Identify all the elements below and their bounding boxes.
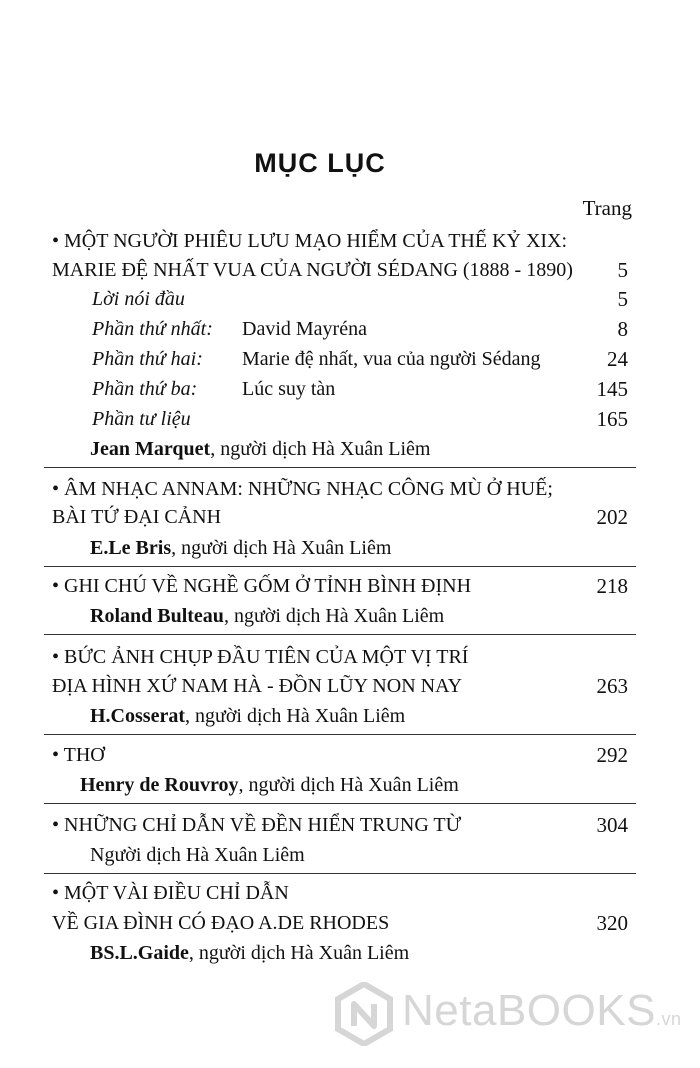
toc-entry-line <box>52 573 628 599</box>
subentry-label: Lời nói đầu <box>92 288 185 310</box>
author-name: Roland Bulteau <box>90 605 224 627</box>
entry-title: • NHỮNG CHỈ DẪN VỀ ĐỀN HIỂN TRUNG TỪ <box>52 814 462 836</box>
page-number: 292 <box>596 743 628 767</box>
toc-author <box>90 436 666 462</box>
entry-title: VỀ GIA ĐÌNH CÓ ĐẠO A.DE RHODES <box>52 912 390 934</box>
page-number: 202 <box>596 505 628 529</box>
entry-title: • BỨC ẢNH CHỤP ĐẦU TIÊN CỦA MỘT VỊ TRÍ <box>52 646 469 668</box>
subentry-title: David Mayréna <box>242 318 367 340</box>
page-number: 145 <box>596 377 628 401</box>
toc-author <box>80 772 656 798</box>
translator-credit: , người dịch Hà Xuân Liêm <box>238 774 459 796</box>
toc-entry-line <box>52 910 628 936</box>
subentry-label: Phần thứ hai: <box>92 348 203 370</box>
toc-entry-line <box>52 228 628 254</box>
toc-author <box>90 603 666 629</box>
entry-title: • MỘT VÀI ĐIỀU CHỈ DẪN <box>52 882 289 904</box>
watermark-suffix: .vn <box>655 1009 682 1029</box>
toc-entry-line <box>52 880 628 906</box>
toc-subentry <box>92 286 628 312</box>
toc-entry-line <box>52 257 628 283</box>
page-title: MỤC LỤC <box>254 148 386 178</box>
subentry-title: Marie đệ nhất, vua của người Sédang <box>242 348 541 370</box>
toc-entry-line <box>52 504 628 530</box>
subentry-label: Phần thứ ba: <box>92 378 198 400</box>
toc-entry-line <box>52 644 628 670</box>
page-number: 24 <box>607 347 628 371</box>
page-number: 5 <box>617 287 628 311</box>
translator-credit: , người dịch Hà Xuân Liêm <box>223 605 445 627</box>
translator-credit: , người dịch Hà Xuân Liêm <box>171 537 392 559</box>
section-divider <box>44 634 636 635</box>
translator-credit: , người dịch Hà Xuân Liêm <box>188 942 410 964</box>
author-name: E.Le Bris <box>90 537 172 559</box>
section-divider <box>44 873 636 874</box>
entry-title: • GHI CHÚ VỀ NGHỀ GỐM Ở TỈNH BÌNH ĐỊNH <box>52 575 472 597</box>
section-divider <box>44 734 636 735</box>
entry-title: • THƠ <box>52 744 105 766</box>
netabooks-logo-icon <box>334 982 394 1046</box>
section-divider <box>44 467 636 468</box>
subentry-label: Phần tư liệu <box>92 408 191 430</box>
page-number: 263 <box>596 674 628 698</box>
translator-credit: , người dịch Hà Xuân Liêm <box>210 438 431 460</box>
toc-subentry <box>92 406 628 432</box>
toc-author <box>90 940 666 966</box>
section-divider <box>44 566 636 567</box>
entry-title: BÀI TỨ ĐẠI CẢNH <box>52 506 222 528</box>
author-name: H.Cosserat <box>90 705 185 727</box>
translator-credit: Người dịch Hà Xuân Liêm <box>90 844 305 866</box>
toc-entry-line <box>52 476 628 502</box>
entry-title: ĐỊA HÌNH XỨ NAM HÀ - ĐỒN LŨY NON NAY <box>52 675 463 697</box>
toc-subentry <box>92 346 628 372</box>
toc-author <box>90 842 666 868</box>
page-number: 218 <box>596 574 628 598</box>
entry-title: MARIE ĐỆ NHẤT VUA CỦA NGƯỜI SÉDANG (1888 - 1890) <box>52 259 573 281</box>
section-divider <box>44 803 636 804</box>
author-name: BS.L.Gaide <box>90 942 189 964</box>
author-name: Henry de Rouvroy <box>80 774 239 796</box>
subentry-title: Lúc suy tàn <box>242 378 336 400</box>
page-number: 165 <box>596 407 628 431</box>
page-number: 304 <box>596 813 628 837</box>
toc-entry-line <box>52 742 628 768</box>
toc-entry-line <box>52 812 628 838</box>
entry-title: • ÂM NHẠC ANNAM: NHỮNG NHẠC CÔNG MÙ Ở HUẾ; <box>52 478 553 500</box>
page-number: 320 <box>596 911 628 935</box>
toc-entry-line <box>52 673 628 699</box>
toc-author <box>90 535 666 561</box>
netabooks-watermark <box>334 978 694 1050</box>
page-column-header: Trang <box>582 196 632 220</box>
entry-title: • MỘT NGƯỜI PHIÊU LƯU MẠO HIỂM CỦA THẾ KỶ XIX: <box>52 230 568 252</box>
toc-subentry <box>92 316 628 342</box>
watermark-brand: NetaBOOKS <box>402 986 656 1035</box>
author-name: Jean Marquet <box>90 438 211 460</box>
translator-credit: , người dịch Hà Xuân Liêm <box>184 705 406 727</box>
toc-subentry <box>92 376 628 402</box>
toc-author <box>90 703 666 729</box>
page-number: 5 <box>617 258 628 282</box>
subentry-label: Phần thứ nhất: <box>92 318 213 340</box>
page-number: 8 <box>617 317 628 341</box>
